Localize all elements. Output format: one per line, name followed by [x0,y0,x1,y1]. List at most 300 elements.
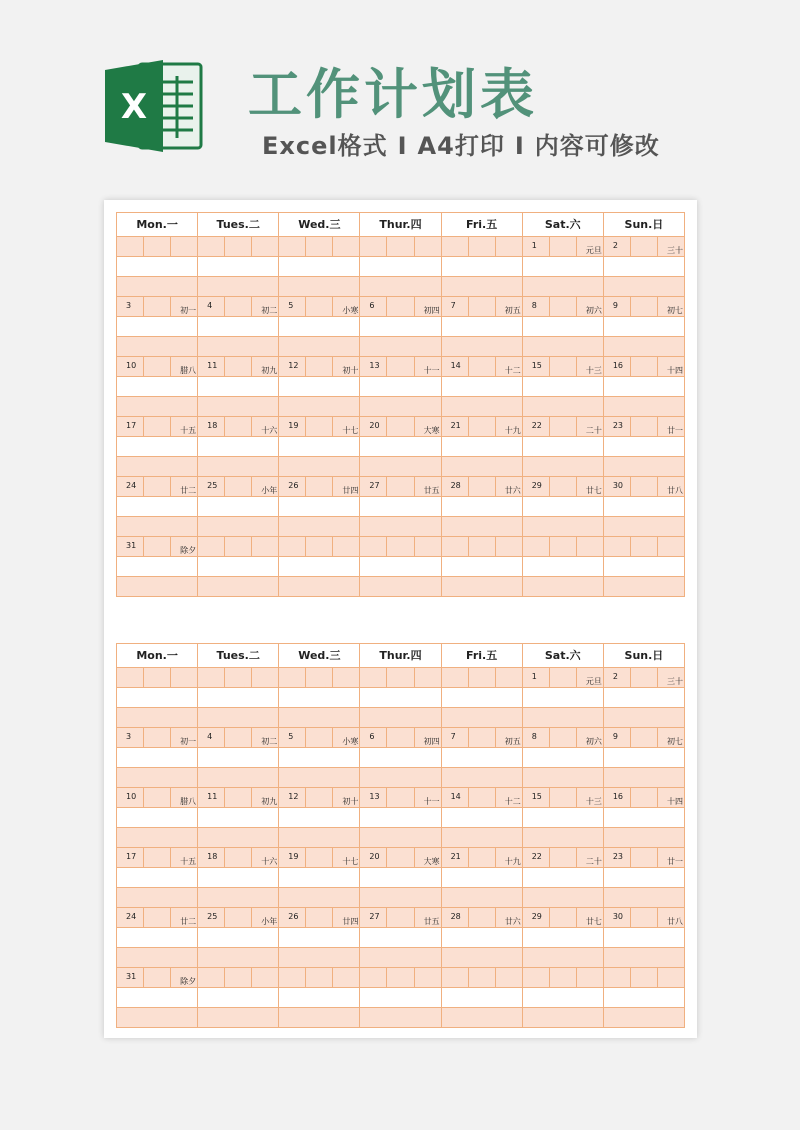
day-subcell[interactable] [360,417,387,436]
day-subcell[interactable] [523,477,550,496]
day-subcell[interactable] [279,297,306,316]
note-row[interactable] [604,708,684,727]
day-cell[interactable] [604,237,685,297]
day-cell[interactable] [604,848,685,908]
day-subcell[interactable] [279,968,306,987]
note-row[interactable] [442,688,522,708]
day-subcell[interactable] [469,297,496,316]
day-subcell[interactable] [252,297,278,316]
day-cell[interactable] [198,668,279,728]
note-row[interactable] [360,397,440,416]
day-subcell[interactable] [523,417,550,436]
day-subcell[interactable] [360,297,387,316]
day-subcell[interactable] [279,237,306,256]
day-subcell[interactable] [171,908,197,927]
note-row[interactable] [604,557,684,577]
note-row[interactable] [442,337,522,356]
day-subcell[interactable] [360,477,387,496]
day-subcell[interactable] [496,968,522,987]
note-row[interactable] [279,397,359,416]
note-row[interactable] [523,397,603,416]
note-row[interactable] [360,888,440,907]
day-subcell[interactable] [550,537,577,556]
day-subcell[interactable] [144,788,171,807]
day-subcell[interactable] [469,477,496,496]
note-row[interactable] [198,497,278,517]
day-subcell[interactable] [387,668,414,687]
day-subcell[interactable] [387,728,414,747]
day-cell[interactable] [279,417,360,477]
day-subcell[interactable] [225,297,252,316]
day-subcell[interactable] [144,237,171,256]
day-subcell[interactable] [442,417,469,436]
day-subcell[interactable] [198,788,225,807]
note-row[interactable] [198,828,278,847]
note-row[interactable] [360,688,440,708]
day-cell[interactable] [198,237,279,297]
day-subcell[interactable] [550,788,577,807]
day-subcell[interactable] [496,237,522,256]
day-cell[interactable] [604,908,685,968]
note-row[interactable] [442,457,522,476]
day-cell[interactable] [442,477,523,537]
day-subcell[interactable] [442,848,469,867]
day-subcell[interactable] [442,297,469,316]
day-subcell[interactable] [577,237,603,256]
day-subcell[interactable] [387,968,414,987]
note-row[interactable] [523,577,603,596]
day-subcell[interactable] [252,477,278,496]
day-subcell[interactable] [387,848,414,867]
note-row[interactable] [604,457,684,476]
day-subcell[interactable] [631,668,658,687]
day-subcell[interactable] [252,668,278,687]
note-row[interactable] [279,768,359,787]
day-subcell[interactable] [469,417,496,436]
day-subcell[interactable] [387,908,414,927]
day-cell[interactable] [360,848,441,908]
note-row[interactable] [442,257,522,277]
day-subcell[interactable] [360,908,387,927]
day-subcell[interactable] [171,237,197,256]
day-cell[interactable] [360,728,441,788]
day-subcell[interactable] [387,417,414,436]
note-row[interactable] [360,808,440,828]
day-subcell[interactable] [279,357,306,376]
day-subcell[interactable] [198,848,225,867]
day-subcell[interactable] [387,297,414,316]
day-subcell[interactable] [252,788,278,807]
day-subcell[interactable] [631,788,658,807]
day-subcell[interactable] [144,357,171,376]
note-row[interactable] [117,257,197,277]
day-subcell[interactable] [658,668,684,687]
day-cell[interactable] [117,848,198,908]
note-row[interactable] [117,1008,197,1027]
day-cell[interactable] [360,668,441,728]
day-cell[interactable] [198,728,279,788]
day-subcell[interactable] [577,908,603,927]
day-cell[interactable] [198,537,279,597]
day-cell[interactable] [523,477,604,537]
day-subcell[interactable] [550,968,577,987]
day-subcell[interactable] [415,668,441,687]
note-row[interactable] [279,748,359,768]
note-row[interactable] [198,888,278,907]
day-cell[interactable] [117,477,198,537]
day-subcell[interactable] [171,968,197,987]
note-row[interactable] [198,557,278,577]
day-subcell[interactable] [469,968,496,987]
note-row[interactable] [117,768,197,787]
note-row[interactable] [604,497,684,517]
note-row[interactable] [523,437,603,457]
note-row[interactable] [523,457,603,476]
day-cell[interactable] [360,297,441,357]
note-row[interactable] [523,517,603,536]
day-subcell[interactable] [333,728,359,747]
day-subcell[interactable] [144,968,171,987]
day-subcell[interactable] [550,417,577,436]
day-cell[interactable] [604,357,685,417]
day-subcell[interactable] [631,237,658,256]
day-subcell[interactable] [279,537,306,556]
day-subcell[interactable] [279,668,306,687]
note-row[interactable] [604,317,684,337]
note-row[interactable] [360,868,440,888]
day-subcell[interactable] [171,417,197,436]
day-subcell[interactable] [577,728,603,747]
day-subcell[interactable] [306,788,333,807]
day-cell[interactable] [117,237,198,297]
day-subcell[interactable] [333,537,359,556]
day-cell[interactable] [523,668,604,728]
day-subcell[interactable] [117,477,144,496]
note-row[interactable] [604,257,684,277]
day-subcell[interactable] [360,537,387,556]
note-row[interactable] [198,317,278,337]
day-subcell[interactable] [225,668,252,687]
day-subcell[interactable] [550,237,577,256]
day-subcell[interactable] [225,728,252,747]
note-row[interactable] [523,337,603,356]
day-subcell[interactable] [496,477,522,496]
note-row[interactable] [523,317,603,337]
note-row[interactable] [198,768,278,787]
day-subcell[interactable] [604,417,631,436]
note-row[interactable] [604,1008,684,1027]
day-subcell[interactable] [550,848,577,867]
day-subcell[interactable] [631,968,658,987]
day-subcell[interactable] [604,668,631,687]
day-cell[interactable] [279,357,360,417]
day-subcell[interactable] [415,908,441,927]
day-subcell[interactable] [658,788,684,807]
day-cell[interactable] [442,908,523,968]
note-row[interactable] [279,337,359,356]
day-subcell[interactable] [306,728,333,747]
note-row[interactable] [117,497,197,517]
note-row[interactable] [198,517,278,536]
note-row[interactable] [279,928,359,948]
note-row[interactable] [117,708,197,727]
note-row[interactable] [442,1008,522,1027]
day-cell[interactable] [198,357,279,417]
day-subcell[interactable] [198,537,225,556]
day-subcell[interactable] [658,477,684,496]
note-row[interactable] [442,517,522,536]
note-row[interactable] [198,688,278,708]
day-subcell[interactable] [333,357,359,376]
day-subcell[interactable] [117,357,144,376]
note-row[interactable] [360,317,440,337]
note-row[interactable] [279,808,359,828]
day-subcell[interactable] [225,968,252,987]
day-subcell[interactable] [442,728,469,747]
day-subcell[interactable] [658,908,684,927]
day-subcell[interactable] [306,297,333,316]
note-row[interactable] [523,888,603,907]
note-row[interactable] [442,768,522,787]
note-row[interactable] [442,988,522,1008]
note-row[interactable] [117,808,197,828]
day-subcell[interactable] [333,908,359,927]
day-subcell[interactable] [469,848,496,867]
day-subcell[interactable] [117,908,144,927]
day-subcell[interactable] [306,908,333,927]
day-subcell[interactable] [577,297,603,316]
day-subcell[interactable] [658,848,684,867]
day-cell[interactable] [117,417,198,477]
note-row[interactable] [360,708,440,727]
note-row[interactable] [442,708,522,727]
day-cell[interactable] [117,788,198,848]
note-row[interactable] [360,497,440,517]
day-subcell[interactable] [550,728,577,747]
note-row[interactable] [279,317,359,337]
note-row[interactable] [604,577,684,596]
day-cell[interactable] [360,788,441,848]
day-cell[interactable] [198,477,279,537]
day-subcell[interactable] [306,237,333,256]
day-subcell[interactable] [496,908,522,927]
note-row[interactable] [117,397,197,416]
note-row[interactable] [117,577,197,596]
day-subcell[interactable] [306,848,333,867]
day-subcell[interactable] [415,297,441,316]
day-cell[interactable] [442,788,523,848]
day-subcell[interactable] [415,968,441,987]
day-subcell[interactable] [198,417,225,436]
note-row[interactable] [117,457,197,476]
note-row[interactable] [279,868,359,888]
day-subcell[interactable] [360,848,387,867]
note-row[interactable] [360,557,440,577]
note-row[interactable] [442,377,522,397]
day-subcell[interactable] [225,477,252,496]
day-subcell[interactable] [631,477,658,496]
day-subcell[interactable] [442,477,469,496]
day-subcell[interactable] [550,357,577,376]
day-subcell[interactable] [144,848,171,867]
note-row[interactable] [279,988,359,1008]
note-row[interactable] [117,868,197,888]
day-subcell[interactable] [604,237,631,256]
day-subcell[interactable] [577,968,603,987]
note-row[interactable] [360,377,440,397]
day-subcell[interactable] [360,357,387,376]
day-subcell[interactable] [442,788,469,807]
day-subcell[interactable] [604,908,631,927]
day-cell[interactable] [198,417,279,477]
note-row[interactable] [360,257,440,277]
day-subcell[interactable] [198,728,225,747]
note-row[interactable] [117,928,197,948]
note-row[interactable] [360,828,440,847]
day-subcell[interactable] [198,668,225,687]
day-subcell[interactable] [225,237,252,256]
day-subcell[interactable] [117,668,144,687]
note-row[interactable] [442,577,522,596]
day-subcell[interactable] [117,537,144,556]
day-subcell[interactable] [225,848,252,867]
day-subcell[interactable] [496,788,522,807]
day-subcell[interactable] [631,297,658,316]
note-row[interactable] [198,437,278,457]
day-subcell[interactable] [631,908,658,927]
day-subcell[interactable] [442,237,469,256]
note-row[interactable] [523,497,603,517]
day-subcell[interactable] [252,537,278,556]
day-subcell[interactable] [225,537,252,556]
day-subcell[interactable] [442,968,469,987]
note-row[interactable] [117,948,197,967]
note-row[interactable] [117,317,197,337]
day-cell[interactable] [604,788,685,848]
note-row[interactable] [198,928,278,948]
day-subcell[interactable] [252,848,278,867]
note-row[interactable] [523,808,603,828]
note-row[interactable] [117,988,197,1008]
note-row[interactable] [360,1008,440,1027]
day-subcell[interactable] [306,668,333,687]
day-subcell[interactable] [333,668,359,687]
day-subcell[interactable] [415,357,441,376]
day-subcell[interactable] [306,417,333,436]
day-cell[interactable] [198,968,279,1028]
note-row[interactable] [279,437,359,457]
day-subcell[interactable] [577,788,603,807]
note-row[interactable] [360,457,440,476]
day-cell[interactable] [117,668,198,728]
note-row[interactable] [360,768,440,787]
note-row[interactable] [117,688,197,708]
day-cell[interactable] [604,477,685,537]
day-subcell[interactable] [496,357,522,376]
note-row[interactable] [604,397,684,416]
day-subcell[interactable] [442,357,469,376]
day-subcell[interactable] [117,788,144,807]
note-row[interactable] [523,688,603,708]
day-cell[interactable] [442,417,523,477]
day-subcell[interactable] [279,848,306,867]
note-row[interactable] [117,557,197,577]
day-cell[interactable] [523,848,604,908]
day-subcell[interactable] [252,417,278,436]
day-subcell[interactable] [198,357,225,376]
note-row[interactable] [360,748,440,768]
note-row[interactable] [523,277,603,296]
day-subcell[interactable] [631,848,658,867]
day-subcell[interactable] [360,788,387,807]
note-row[interactable] [604,768,684,787]
day-cell[interactable] [279,668,360,728]
day-subcell[interactable] [252,968,278,987]
note-row[interactable] [198,577,278,596]
note-row[interactable] [604,748,684,768]
note-row[interactable] [442,277,522,296]
day-cell[interactable] [198,297,279,357]
day-subcell[interactable] [469,537,496,556]
day-subcell[interactable] [415,848,441,867]
note-row[interactable] [604,377,684,397]
day-subcell[interactable] [442,908,469,927]
note-row[interactable] [360,437,440,457]
day-cell[interactable] [117,968,198,1028]
day-cell[interactable] [117,537,198,597]
day-cell[interactable] [279,788,360,848]
day-subcell[interactable] [523,297,550,316]
day-cell[interactable] [604,297,685,357]
day-subcell[interactable] [415,537,441,556]
note-row[interactable] [523,988,603,1008]
day-cell[interactable] [523,968,604,1028]
note-row[interactable] [279,708,359,727]
day-subcell[interactable] [333,788,359,807]
day-cell[interactable] [198,788,279,848]
note-row[interactable] [604,808,684,828]
day-subcell[interactable] [171,788,197,807]
day-subcell[interactable] [523,237,550,256]
day-cell[interactable] [442,848,523,908]
note-row[interactable] [198,277,278,296]
day-subcell[interactable] [631,728,658,747]
day-subcell[interactable] [523,788,550,807]
day-subcell[interactable] [469,237,496,256]
day-subcell[interactable] [360,968,387,987]
day-subcell[interactable] [577,417,603,436]
note-row[interactable] [523,928,603,948]
day-subcell[interactable] [117,297,144,316]
note-row[interactable] [117,748,197,768]
day-subcell[interactable] [117,728,144,747]
day-subcell[interactable] [387,788,414,807]
note-row[interactable] [117,517,197,536]
day-cell[interactable] [523,728,604,788]
day-subcell[interactable] [252,728,278,747]
day-subcell[interactable] [306,357,333,376]
day-cell[interactable] [442,237,523,297]
note-row[interactable] [523,377,603,397]
day-subcell[interactable] [658,537,684,556]
note-row[interactable] [604,437,684,457]
note-row[interactable] [279,457,359,476]
day-subcell[interactable] [604,848,631,867]
day-subcell[interactable] [496,668,522,687]
day-cell[interactable] [523,357,604,417]
day-subcell[interactable] [496,537,522,556]
day-subcell[interactable] [550,908,577,927]
